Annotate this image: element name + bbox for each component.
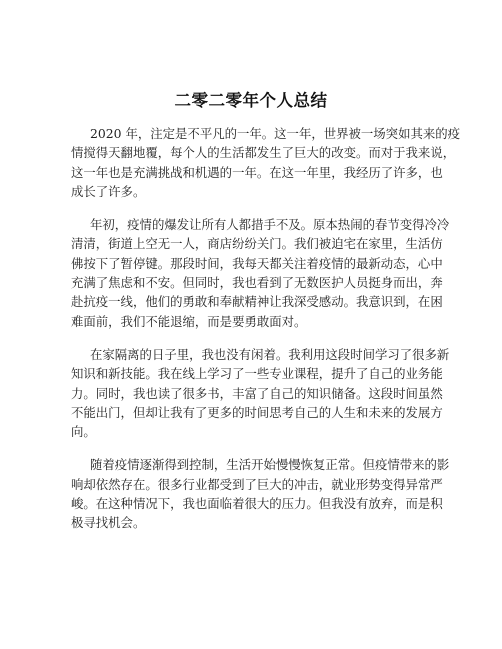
paragraph-line: 佛按下了暂停键。那段时间，我每天都关注着疫情的最新动态，心中 [71, 255, 443, 271]
document-title: 二零二零年个人总结 [174, 91, 328, 110]
paragraph-line: 峻。在这种情况下，我也面临着很大的压力。但我没有放弃，而是积 [71, 496, 443, 512]
paragraph-2 [71, 215, 450, 331]
paragraph-line: 成长了许多。 [71, 183, 146, 199]
paragraph-line: 难面前，我们不能退缩，而是要勇敢面对。 [71, 313, 307, 329]
paragraph-line: 情搅得天翻地覆，每个人的生活都发生了巨大的改变。而对于我来说， [71, 145, 456, 161]
paragraph-line: 向。 [71, 424, 96, 440]
paragraph-line: 年初，疫情的爆发让所有人都措手不及。原本热闹的春节变得冷冷 [90, 217, 450, 233]
paragraph-3 [71, 345, 450, 441]
paragraph-line: 清清，街道上空无一人，商店纷纷关门。我们被迫宅在家里，生活仿 [71, 236, 443, 252]
document-body [71, 124, 461, 547]
paragraph-line: 随着疫情逐渐得到控制，生活开始慢慢恢复正常。但疫情带来的影 [90, 457, 450, 473]
paragraph-line: 在家隔离的日子里，我也没有闲着。我利用这段时间学习了很多新 [90, 346, 450, 362]
paragraph-line: 知识和新技能。我在线上学习了一些专业课程，提升了自己的业务能 [71, 366, 443, 382]
paragraph-line: 充满了焦虑和不安。但同时，我也看到了无数医护人员挺身而出，奔 [71, 275, 443, 291]
paragraph-line: 力。同时，我也读了很多书，丰富了自己的知识储备。这段时间虽然 [71, 385, 443, 401]
paragraph-line: 2020 年，注定是不平凡的一年。这一年，世界被一场突如其来的疫 [90, 126, 461, 141]
paragraph-line: 不能出门，但却让我有了更多的时间思考自己的人生和未来的发展方 [71, 404, 443, 420]
paragraph-1 [71, 124, 461, 201]
paragraph-4 [71, 455, 450, 532]
paragraph-line: 这一年也是充满挑战和机遇的一年。在这一年里，我经历了许多，也 [71, 164, 443, 180]
paragraph-line: 极寻找机会。 [71, 515, 146, 531]
paragraph-line: 响却依然存在。很多行业都受到了巨大的冲击，就业形势变得异常严 [71, 476, 443, 492]
paragraph-line: 赴抗疫一线，他们的勇敢和奉献精神让我深受感动。我意识到，在困 [71, 294, 443, 310]
